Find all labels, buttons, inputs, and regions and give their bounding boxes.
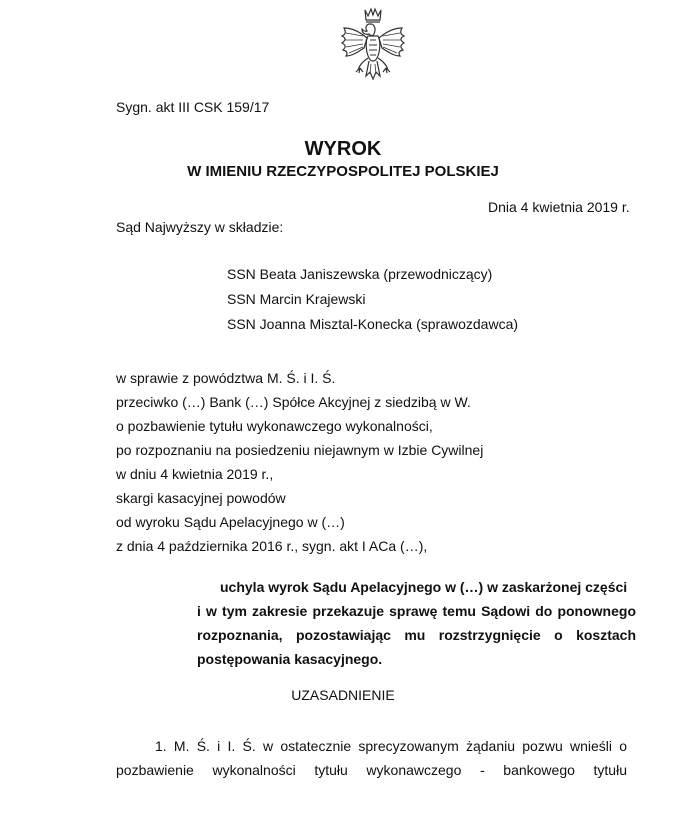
case-line: od wyroku Sądu Apelacyjnego w (…) bbox=[116, 514, 345, 530]
verdict-line: uchyla wyrok Sądu Apelacyjnego w (…) w zaskarżonej części bbox=[220, 579, 628, 595]
verdict-line: rozpoznania, pozostawiając mu rozstrzygnięcie o kosztach bbox=[197, 627, 636, 643]
case-line: z dnia 4 października 2016 r., sygn. akt I ACa (…), bbox=[116, 538, 428, 554]
justification-heading: UZASADNIENIE bbox=[291, 687, 395, 703]
judge-line: SSN Beata Janiszewska (przewodniczący) bbox=[227, 266, 493, 282]
verdict-line: i w tym zakresie przekazuje sprawę temu Sądowi do ponownego bbox=[197, 603, 636, 619]
court-composition-intro: Sąd Najwyższy w składzie: bbox=[116, 219, 284, 235]
case-number: Sygn. akt III CSK 159/17 bbox=[116, 99, 270, 115]
paragraph-line: 1. M. Ś. i I. Ś. w ostatecznie sprecyzowanym żądaniu pozwu wnieśli o bbox=[155, 738, 627, 754]
judge-line: SSN Joanna Misztal-Konecka (sprawozdawca) bbox=[227, 316, 519, 332]
case-line: po rozpoznaniu na posiedzeniu niejawnym w Izbie Cywilnej bbox=[116, 442, 484, 458]
polish-eagle-emblem-icon bbox=[334, 6, 412, 88]
paragraph-line: pozbawienie wykonalności tytułu wykonawczego - bankowego tytułu bbox=[116, 762, 627, 778]
verdict-line: postępowania kasacyjnego. bbox=[197, 651, 383, 667]
case-line: w dniu 4 kwietnia 2019 r., bbox=[116, 466, 274, 482]
case-line: skargi kasacyjnej powodów bbox=[116, 490, 286, 506]
document-subtitle: W IMIENIU RZECZYPOSPOLITEJ POLSKIEJ bbox=[187, 163, 499, 180]
verdict-block bbox=[197, 575, 636, 671]
case-line: o pozbawienie tytułu wykonawczego wykonalności, bbox=[116, 418, 433, 434]
judge-line: SSN Marcin Krajewski bbox=[227, 291, 366, 307]
case-line: przeciwko (…) Bank (…) Spółce Akcyjnej z siedzibą w W. bbox=[116, 394, 471, 410]
case-line: w sprawie z powództwa M. Ś. i I. Ś. bbox=[116, 370, 336, 386]
judgment-date: Dnia 4 kwietnia 2019 r. bbox=[488, 199, 630, 215]
document-title: WYROK bbox=[304, 138, 382, 160]
